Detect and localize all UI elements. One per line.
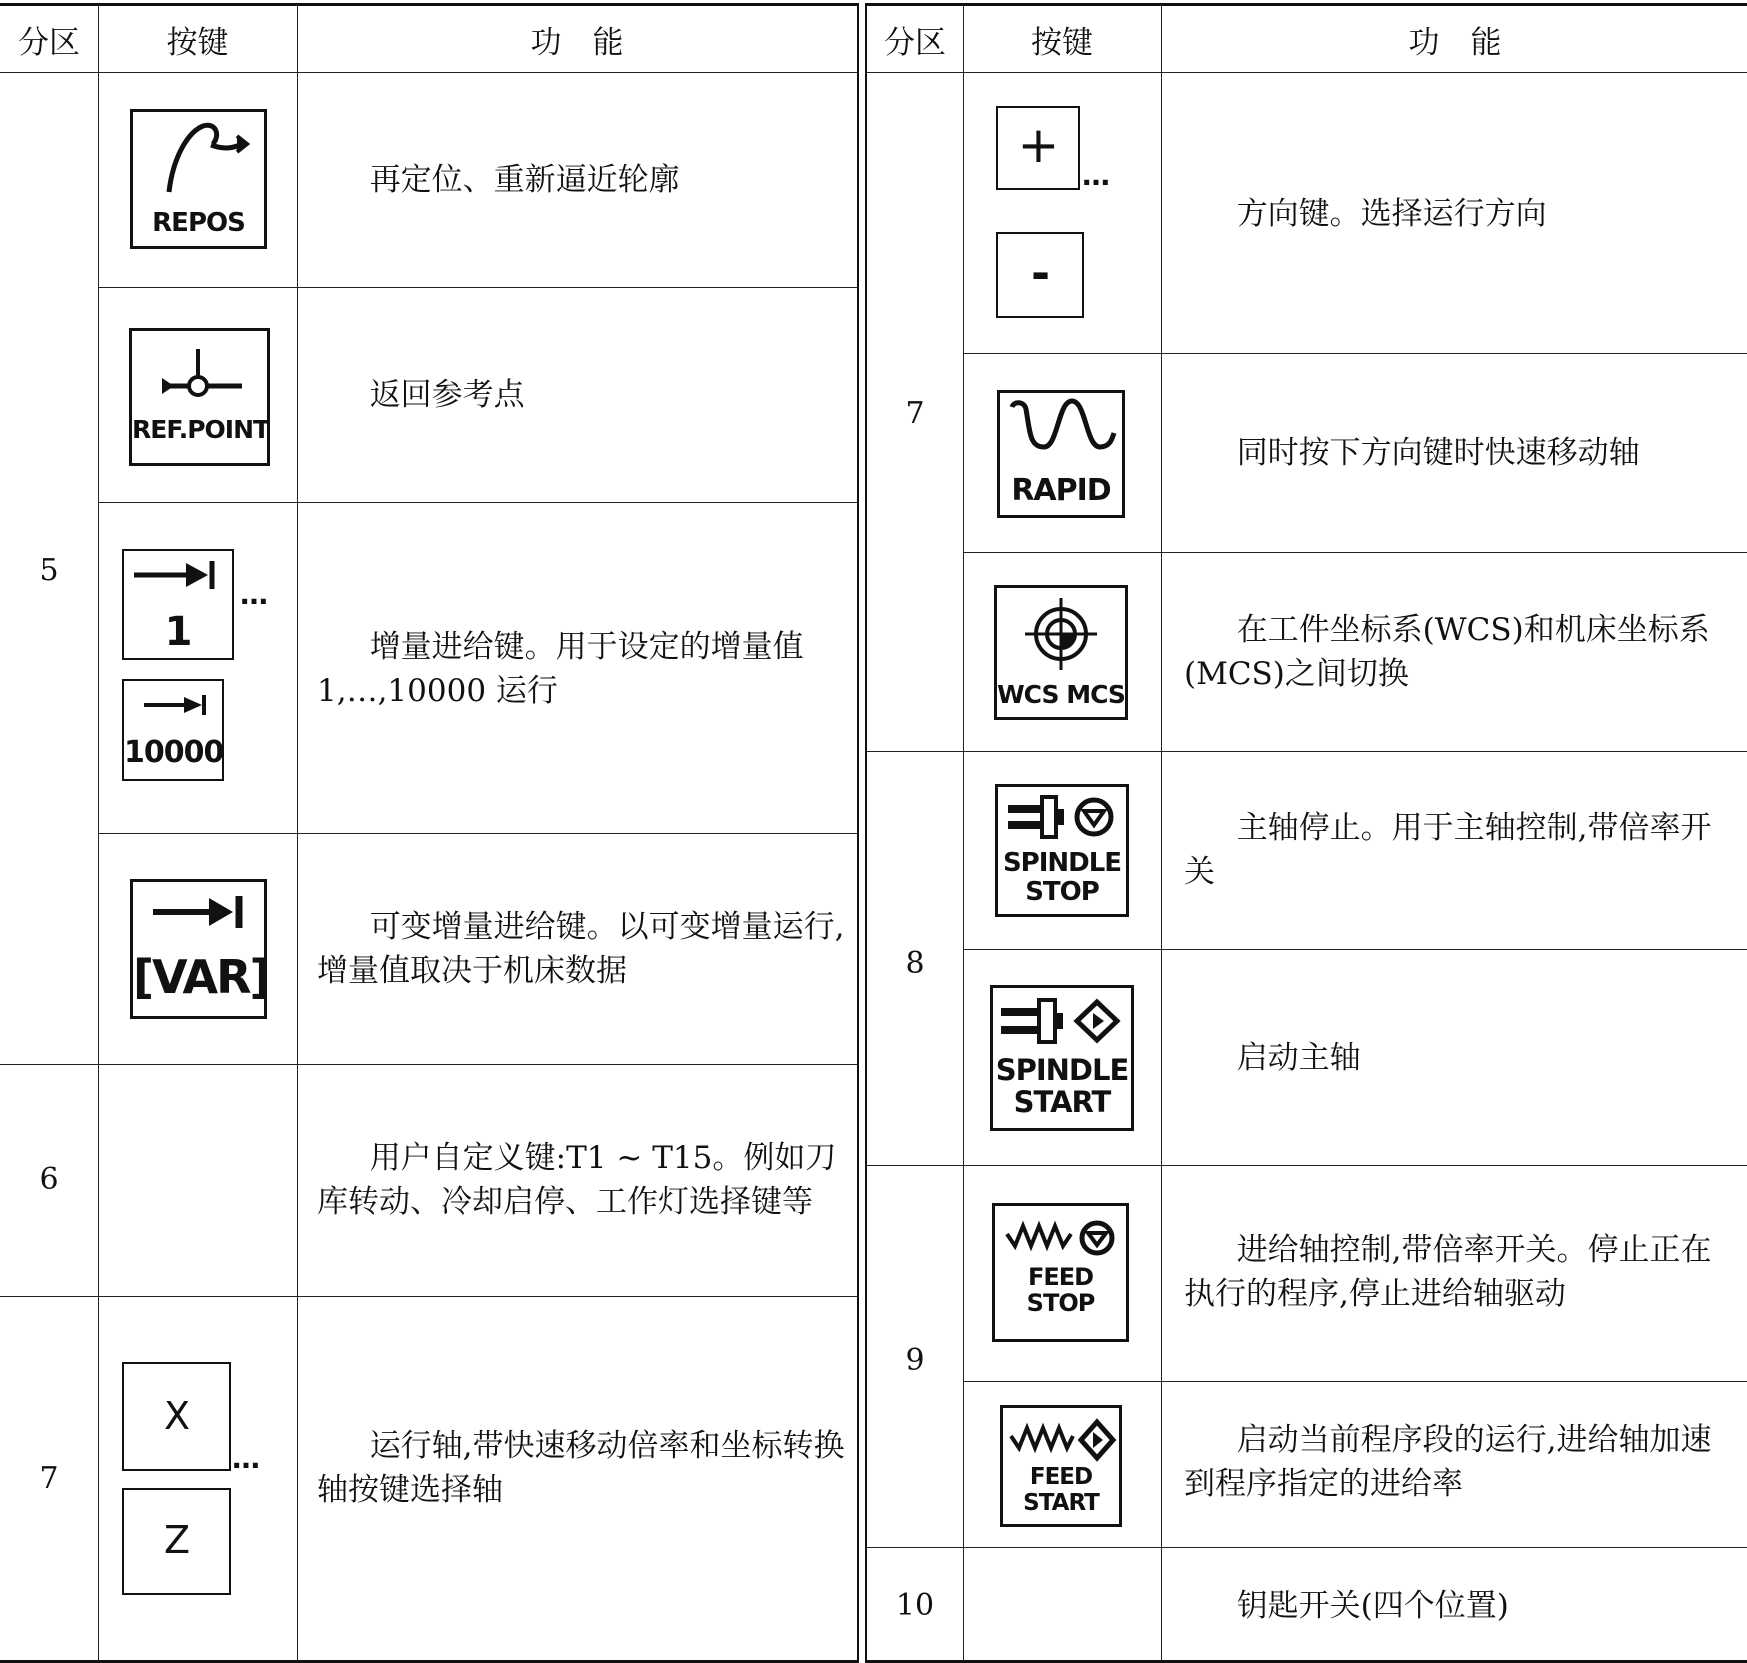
header-key: 按键 xyxy=(1031,24,1093,61)
key-description: 返回参考点 xyxy=(369,377,525,413)
increment-arrow-icon xyxy=(124,681,222,731)
divider xyxy=(1161,6,1162,1660)
key-description xyxy=(1184,608,1734,696)
key-label: + xyxy=(1017,116,1059,174)
repos-icon xyxy=(133,112,264,212)
key-description: 钥匙开关(四个位置) xyxy=(1236,1588,1509,1624)
header-zone: 分区 xyxy=(884,24,946,61)
key-label-line: SPINDLE xyxy=(1002,848,1122,878)
increment-arrow-icon xyxy=(133,882,264,942)
description-text: 进给轴控制,带倍率开关。停止正在执行的程序,停止进给轴驱动 xyxy=(1184,1232,1712,1312)
feed-start-icon xyxy=(1003,1408,1119,1464)
key-label: REF.POINT xyxy=(132,415,270,444)
key-description xyxy=(1184,1228,1734,1316)
header-function: 功 能 xyxy=(1408,24,1502,61)
divider xyxy=(867,72,1747,73)
key-label: Z xyxy=(163,1518,190,1562)
header-zone: 分区 xyxy=(18,24,80,61)
ref-point-key[interactable] xyxy=(129,328,270,466)
description-text: 在工件坐标系(WCS)和机床坐标系(MCS)之间切换 xyxy=(1184,612,1710,692)
divider xyxy=(963,949,1747,950)
zone-label: 8 xyxy=(905,946,925,981)
key-label-line: FEED xyxy=(1029,1464,1093,1490)
zone-label: 6 xyxy=(39,1162,59,1197)
divider xyxy=(98,287,857,288)
wcs-mcs-key[interactable] xyxy=(994,585,1128,720)
spindle-stop-icon xyxy=(998,787,1126,847)
axis-x-key[interactable] xyxy=(122,1362,231,1471)
increment-10000-key[interactable] xyxy=(122,679,224,781)
key-label: - xyxy=(1030,246,1050,300)
divider xyxy=(0,1296,857,1297)
key-label: 10000 xyxy=(124,735,224,770)
key-label: [VAR] xyxy=(133,950,269,1004)
divider xyxy=(867,751,1747,752)
key-label: WCS MCS xyxy=(997,680,1125,709)
key-description xyxy=(1184,1418,1734,1506)
zone-label: 7 xyxy=(905,396,925,431)
right-table xyxy=(865,3,1747,1663)
key-label xyxy=(995,1264,1126,1316)
key-label-line: START xyxy=(1023,1490,1099,1516)
description-text: 可变增量进给键。以可变增量运行,增量值取决于机床数据 xyxy=(317,909,845,989)
description-text: 运行轴,带快速移动倍率和坐标转换轴按键选择轴 xyxy=(317,1428,845,1508)
divider xyxy=(0,1064,857,1065)
divider xyxy=(98,502,857,503)
direction-plus-key[interactable] xyxy=(996,106,1080,190)
spindle-start-icon xyxy=(993,988,1131,1054)
key-label-line: START xyxy=(1013,1085,1111,1119)
reference-point-icon xyxy=(132,331,267,421)
key-description xyxy=(1184,806,1734,894)
header-key: 按键 xyxy=(166,24,229,61)
ellipsis: … xyxy=(232,1442,261,1475)
increment-1-key[interactable] xyxy=(122,549,234,660)
divider xyxy=(867,1547,1747,1548)
key-description: 再定位、重新逼近轮廓 xyxy=(369,162,680,198)
divider xyxy=(867,1165,1747,1166)
key-description: 启动主轴 xyxy=(1236,1040,1361,1076)
direction-minus-key[interactable] xyxy=(996,232,1084,318)
key-description: 方向键。选择运行方向 xyxy=(1236,196,1547,232)
rapid-key[interactable] xyxy=(997,390,1125,518)
repos-key[interactable] xyxy=(130,109,267,249)
divider xyxy=(963,552,1747,553)
left-table xyxy=(0,3,859,1663)
key-label: X xyxy=(163,1394,190,1438)
divider xyxy=(963,1381,1747,1382)
key-label: REPOS xyxy=(152,208,245,238)
feed-stop-key[interactable] xyxy=(992,1203,1129,1342)
key-description xyxy=(317,1136,847,1224)
key-description xyxy=(317,625,847,713)
zone-label: 5 xyxy=(39,553,59,588)
key-description: 同时按下方向键时快速移动轴 xyxy=(1236,435,1640,471)
description-text: 主轴停止。用于主轴控制,带倍率开关 xyxy=(1184,810,1712,890)
ellipsis: … xyxy=(240,578,269,611)
spindle-stop-key[interactable] xyxy=(995,784,1129,917)
zone-label: 10 xyxy=(895,1588,935,1623)
key-label-line: STOP xyxy=(1025,877,1099,907)
spindle-start-key[interactable] xyxy=(990,985,1134,1131)
key-label-line: SPINDLE xyxy=(995,1053,1129,1087)
key-label xyxy=(1003,1464,1119,1516)
axis-z-key[interactable] xyxy=(122,1488,231,1595)
increment-arrow-icon xyxy=(124,551,232,601)
key-label-line: STOP xyxy=(1026,1289,1095,1317)
feed-stop-icon xyxy=(995,1206,1126,1266)
key-label xyxy=(993,1054,1131,1118)
zone-label: 7 xyxy=(39,1461,59,1496)
key-label-line: FEED xyxy=(1027,1263,1094,1291)
var-increment-key[interactable] xyxy=(130,879,267,1019)
header-function: 功 能 xyxy=(530,24,624,61)
key-label: 1 xyxy=(164,609,192,655)
zone-label: 9 xyxy=(905,1343,925,1378)
divider xyxy=(963,353,1747,354)
key-label xyxy=(998,849,1126,907)
divider xyxy=(0,72,857,73)
key-label: RAPID xyxy=(1011,473,1111,508)
rapid-wave-icon xyxy=(1000,393,1122,463)
coordinate-target-icon xyxy=(997,588,1125,678)
description-text: 增量进给键。用于设定的增量值1,…,10000 运行 xyxy=(317,629,804,709)
divider xyxy=(98,833,857,834)
divider xyxy=(963,6,964,1660)
description-text: 用户自定义键:T1 ~ T15。例如刀库转动、冷却启停、工作灯选择键等 xyxy=(317,1140,837,1220)
description-text: 启动当前程序段的运行,进给轴加速到程序指定的进给率 xyxy=(1184,1422,1712,1502)
key-description xyxy=(317,1424,847,1512)
ellipsis: … xyxy=(1082,159,1111,192)
feed-start-key[interactable] xyxy=(1000,1405,1122,1527)
key-description xyxy=(317,905,847,993)
